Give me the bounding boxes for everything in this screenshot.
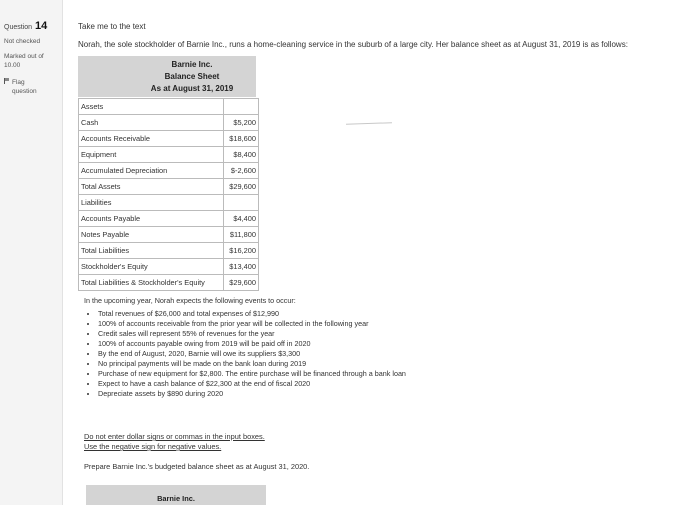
company-name: Barnie Inc. [171,60,213,69]
list-item: • Purchase of new equipment for $2,800. The entire purchase will be financed through a bank loan [98,369,406,379]
question-number-value: 14 [34,20,48,32]
row-value [224,195,259,211]
question-status: Not checked [4,38,41,45]
balance-sheet-table [78,98,259,291]
table-row [79,195,259,211]
prepare-instruction: Prepare Barnie Inc.'s budgeted balance sheet as at August 31, 2020. [84,462,310,471]
table-row [79,243,259,259]
list-item: • No principal payments will be made on the bank loan during 2019 [98,359,406,369]
list-item: • Total revenues of $26,000 and total expenses of $12,990 [98,309,406,319]
row-label: Total Liabilities & Stockholder's Equity [79,275,224,291]
divider [346,122,392,125]
table-row [79,115,259,131]
row-label: Notes Payable [79,227,224,243]
balance-sheet-date: As at August 31, 2019 [150,84,234,93]
question-info-panel [0,0,63,505]
list-item: • Expect to have a cash balance of $22,300 at the end of fiscal 2020 [98,379,406,389]
row-label: Assets [79,99,224,115]
marked-out-of-label: Marked out of [4,53,44,60]
row-label: Cash [79,115,224,131]
answer-table-header: Barnie Inc. [86,485,266,505]
events-intro: In the upcoming year, Norah expects the following events to occur: [84,296,296,305]
table-row [79,99,259,115]
table-row [79,259,259,275]
table-row [79,131,259,147]
row-label: Liabilities [79,195,224,211]
row-value: $29,600 [224,275,259,291]
flag-question-label: Flag question [12,79,37,95]
row-value: $18,600 [224,131,259,147]
table-row [79,211,259,227]
flag-question-button[interactable] [4,78,50,96]
row-value: $29,600 [224,179,259,195]
table-row [79,275,259,291]
flag-icon [4,78,10,84]
row-value: $4,400 [224,211,259,227]
row-value: $11,800 [224,227,259,243]
row-value: $16,200 [224,243,259,259]
list-item: • Credit sales will represent 55% of revenues for the year [98,329,406,339]
row-label: Equipment [79,147,224,163]
list-item: • By the end of August, 2020, Barnie will owe its suppliers $3,300 [98,349,406,359]
table-row [79,163,259,179]
events-section [84,296,406,399]
row-value: $5,200 [224,115,259,131]
list-item: • 100% of accounts payable owing from 2019 will be paid off in 2020 [98,339,406,349]
row-label: Accounts Payable [79,211,224,227]
row-label: Accounts Receivable [79,131,224,147]
question-prefix: Question [4,24,33,31]
row-value: $13,400 [224,259,259,275]
events-list [84,309,406,399]
row-value: $8,400 [224,147,259,163]
question-intro: Norah, the sole stockholder of Barnie Inc., runs a home-cleaning service in the suburb of a large city. Her balance sheet as at August 31, 2019 is as follows: [78,40,628,49]
row-value [224,99,259,115]
question-marks: 10.00 [4,62,21,69]
table-row [79,179,259,195]
list-item: • Depreciate assets by $890 during 2020 [98,389,406,399]
row-label: Stockholder's Equity [79,259,224,275]
row-label: Total Assets [79,179,224,195]
take-me-to-text-link[interactable]: Take me to the text [78,22,146,31]
table-row [79,227,259,243]
balance-sheet-header [78,56,256,97]
balance-sheet-title: Balance Sheet [164,72,220,81]
input-instructions [84,432,265,452]
table-row [79,147,259,163]
row-value: $-2,600 [224,163,259,179]
instruction-negative: Use the negative sign for negative values. [84,442,222,451]
row-label: Accumulated Depreciation [79,163,224,179]
instruction-no-dollar: Do not enter dollar signs or commas in the input boxes. [84,432,265,441]
row-label: Total Liabilities [79,243,224,259]
list-item: • 100% of accounts receivable from the prior year will be collected in the following year [98,319,406,329]
question-number [4,20,47,32]
